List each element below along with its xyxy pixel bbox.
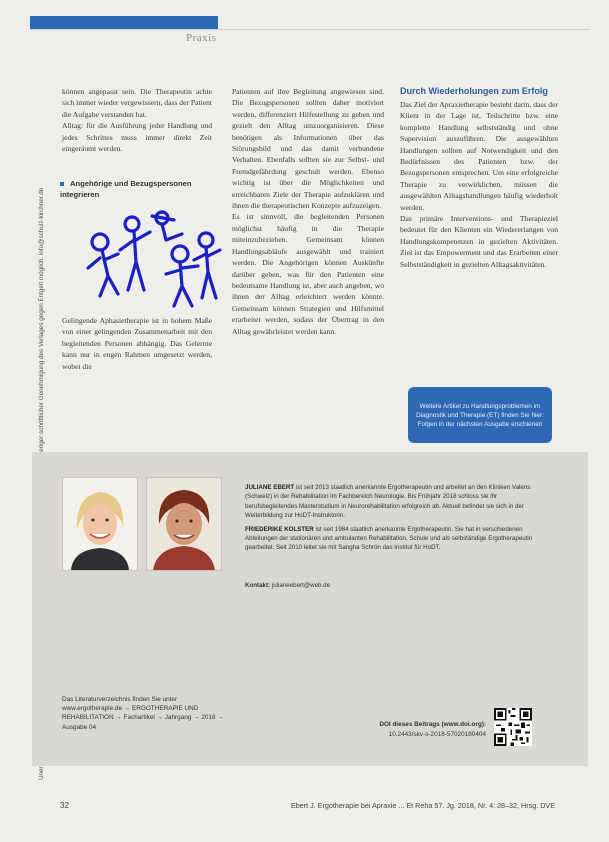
paragraph: Das primäre Interventions- und Therapieziel bedeutet für den Klienten ein Wiedererlangen von Handlungskompetenzen in gezielten Aktivitäten. Ziel ist das Empowerment und das Erarbeiten einer Selbstständigkeit in gezielten Alltagsaktivitäten. [400, 214, 558, 269]
header-bar [30, 16, 218, 29]
bullet-heading [60, 178, 212, 200]
bullet-icon [60, 182, 64, 186]
doi-label: DOI dieses Beitrags (www.doi.org): [379, 721, 486, 728]
paragraph: Es ist sinnvoll, die begleitenden Personen möglichst häufig in die Therapie miteinzubeziehen. Gemeinsam können Handlungsabläufe ausgewählt und trainiert werden. Die Angehörigen können Auskünfte darüber geben, was für den Patienten eine bedeutsame Handlung ist, aber auch angeben, wo ihnen der Alltag erleichtert werden könnte. Gemeinsam können Strategien und Hilfsmittel erarbeitet werden, sodass der Übertrag in den Alltag gewährleistet werden kann. [232, 212, 384, 336]
stick-figure-drawing [82, 210, 222, 310]
author-photo-kolster [146, 477, 222, 571]
bio-text: ist seit 2013 staatlich anerkannte Ergotherapeutin und arbeitet an den Kliniken Valens (Schweiz) in der Rehabilitation im Fachbereich Neurologie. Bis Frühjahr 2018 schloss sie ihr berufsbegleitendes Masterstudium in Neurorehabilitation erfolgreich ab. Aktuell befindet sie sich in der Weiterbildung zur HoDT-Instruktorin. [245, 484, 531, 520]
column-2 [232, 86, 384, 337]
column-1-continued [62, 315, 212, 372]
literature-note: Das Literaturverzeichnis finden Sie unter www.ergotherapie.de → ERGOTHERAPIE UND REHABILITATION → Fachartikel → Jahrgang → 2018 → Ausgabe 04 [62, 696, 224, 731]
bio-kolster [245, 525, 545, 553]
paragraph: Das Ziel der Apraxietherapie besteht darin, dass der Klient in der Lage ist, Teilschritte bzw. eine komplette Handlung selbstständig und ohne Supervision auszuführen. Die ausgewählten Handlungen sollten auf Notwendigkeit und den Bedürfnissen des Patienten bzw. der Bezugspersonen entsprechen. Um eine erfolgreiche Therapie zu verwirklichen, müssen die ausgewählten Alltagshandlungen häufig wiederholt werden. [400, 100, 558, 212]
author-bios [245, 483, 545, 557]
paragraph: Alltag: für die Ausführung jeder Handlung und jedes Schrittes muss immer direkt Zeit eingeräumt werden. [62, 121, 212, 154]
bio-text: ist seit 1984 staatlich anerkannte Ergotherapeutin. Sie hat in verschiedenen Abteilungen der stationären und ambulanten Rehabilitation, Schule und als selbständige Ergotherapeutin gearbeitet. Seit 2010 leitet sie mit Sangha Schrön das Institut für HoDT. [245, 525, 533, 552]
promo-text: Weitere Artikel zu Handlungsproblemen im Diagnostik und Therapie (ET) finden Sie hier: Folgen in der nächsten Ausgabe erschienen [416, 402, 544, 428]
qr-code-icon [494, 708, 532, 746]
section-label: Praxis [186, 32, 217, 44]
contact [245, 582, 330, 589]
author-name: FRIEDERIKE KOLSTER [245, 525, 314, 533]
section-heading: Durch Wiederholungen zum Erfolg [400, 86, 548, 96]
bullet-heading-text: Angehörige und Bezugspersonen integrieren [60, 179, 192, 199]
bio-ebert [245, 483, 545, 521]
paragraph: Patienten auf ihre Begleitung angewiesen sind. Die Bezugspersonen sollten daher motiviert werden, differenziert Hilfestellung zu geben und gezielt den Alltag umzuorganisieren. Diese benötigen als Informationen über das Störungsbild und das damit verbundene Verhalten. Ebenfalls sollten sie zur Selbst- und Fremdgefährdung geschult werden. Ebenso wichtig ist über die Möglichkeiten und erreichbaren Ziele der Therapie aufzuklären und ihnen die therapeutischen Konzepte aufzuzeigen. [232, 87, 384, 211]
contact-email[interactable]: julianeebert@web.de [271, 582, 331, 589]
header-rule [30, 29, 590, 30]
doi-value[interactable]: 10.2443/skv-s-2018-57020180404 [388, 731, 486, 738]
author-name: JULIANE EBERT [245, 484, 295, 491]
column-1 [62, 86, 212, 154]
page-number: 32 [60, 801, 69, 810]
column-3 [400, 86, 558, 270]
author-photo-ebert [62, 477, 138, 571]
doi-block [352, 720, 486, 740]
paragraph: können angepasst sein. Die Therapeutin achte sich immer wieder vergewissern, dass der Patient die Aufgabe verstanden hat. [62, 87, 212, 119]
promo-box [408, 387, 552, 443]
paragraph: Gelingende Aphasietherapie ist in hohem Maße von einer gelingenden Zusammenarbeit mit den begleitenden Personen abhängig. Das Gelernte kann nur in engen Rahmen umgesetzt werden, wobei die [62, 316, 212, 371]
contact-label: Kontakt: [245, 582, 271, 589]
citation-footer: Ebert J. Ergotherapie bei Apraxie ... Et Reha 57. Jg. 2018, Nr. 4: 28–32, Hrsg. DVE [290, 801, 555, 810]
